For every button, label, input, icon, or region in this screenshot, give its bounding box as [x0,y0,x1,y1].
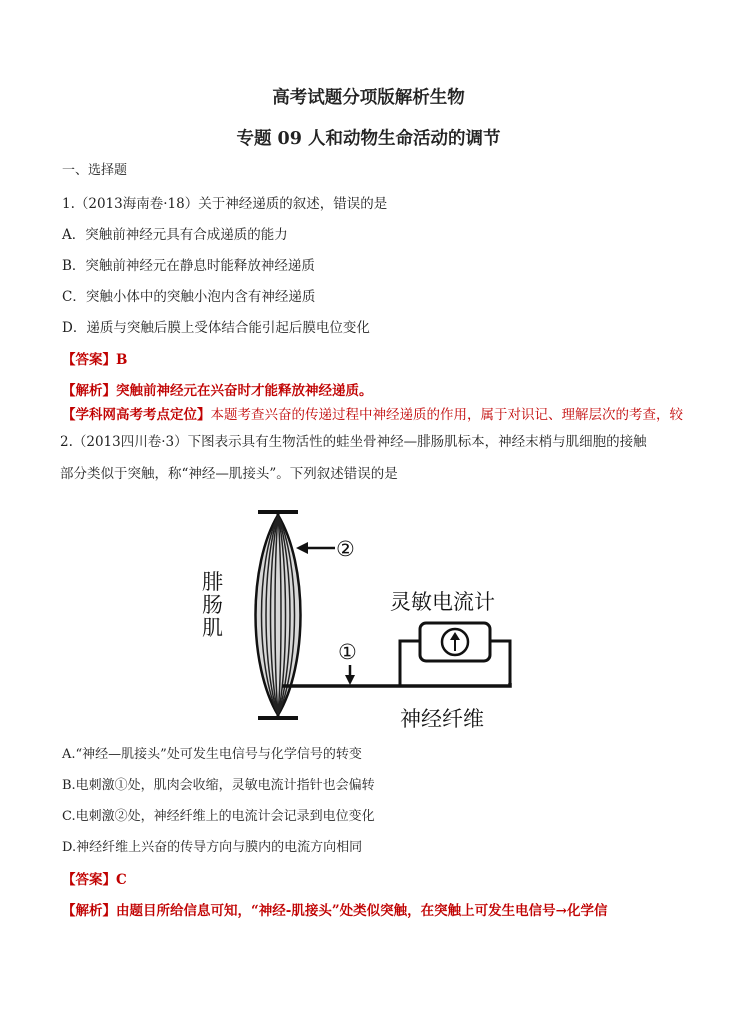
nerve-fiber [282,683,510,686]
q2-option-b: B.电刺激①处，肌肉会收缩，灵敏电流计指针也会偏转 [62,778,375,793]
q2-option-d: D.神经纤维上兴奋的传导方向与膜内的电流方向相同 [62,840,363,855]
marker-2: ② [336,537,355,561]
q1-note-tag: 【学科网高考考点定位】 [62,407,211,423]
q1-stem: 1.（2013海南卷·18）关于神经递质的叙述，错误的是 [62,196,388,212]
q2-analysis-tag: 【解析】 [62,903,116,919]
section-heading: 一、选择题 [62,163,128,178]
galvanometer-wire-right [490,641,510,686]
q1-note [62,406,683,424]
q1-analysis-tag: 【解析】 [62,383,116,399]
q1-analysis-text: 突触前神经元在兴奋时才能释放神经递质。 [116,383,373,399]
page-subtitle: 专题 09 人和动物生命活动的调节 [236,129,501,149]
muscle-label-char-3: 肌 [202,616,223,640]
arrow-1-head [345,675,355,685]
q2-answer-tag: 【答案】 [62,872,116,888]
q1-note-text: 本题考查兴奋的传递过程中神经递质的作用，属于对识记、理解层次的考查，较 [210,407,683,423]
q1-option-d: D．递质与突触后膜上受体结合能引起后膜电位变化 [62,320,370,336]
page-title: 高考试题分项版解析生物 [272,88,465,108]
q2-analysis-text: 由题目所给信息可知，“神经-肌接头”处类似突触，在突触上可发生电信号→化学信 [116,903,608,919]
q2-option-a: A.“神经—肌接头”处可发生电信号与化学信号的转变 [62,747,362,762]
nerve-label: 神经纤维 [400,707,484,731]
diagram-svg [200,505,530,735]
galvanometer-label: 灵敏电流计 [390,590,495,614]
frog-nerve-muscle-diagram [200,505,530,735]
q1-answer [62,351,127,369]
q1-option-c: C．突触小体中的突触小泡内含有神经递质 [62,289,316,305]
q2-analysis [62,902,607,920]
q1-analysis [62,382,373,400]
q1-option-b: B．突触前神经元在静息时能释放神经递质 [62,258,315,274]
q2-option-c: C.电刺激②处，神经纤维上的电流计会记录到电位变化 [62,809,375,824]
muscle-label-char-2: 肠 [202,593,223,617]
q1-option-a: A．突触前神经元具有合成递质的能力 [62,227,288,243]
q1-answer-value: B [116,352,128,368]
q1-answer-tag: 【答案】 [62,352,116,368]
q2-answer [62,871,127,889]
galvanometer-wire-left [400,641,420,686]
q2-stem-line1: 2.（2013四川卷·3）下图表示具有生物活性的蛙坐骨神经—腓肠肌标本，神经末梢与肌细胞的接触 [60,434,647,450]
muscle-label-char-1: 腓 [202,570,223,594]
marker-1: ① [338,640,357,664]
arrow-2-head [296,542,308,554]
q2-answer-value: C [116,872,127,888]
q2-stem-line2: 部分类似于突触，称“神经—肌接头”。下列叙述错误的是 [60,466,398,482]
